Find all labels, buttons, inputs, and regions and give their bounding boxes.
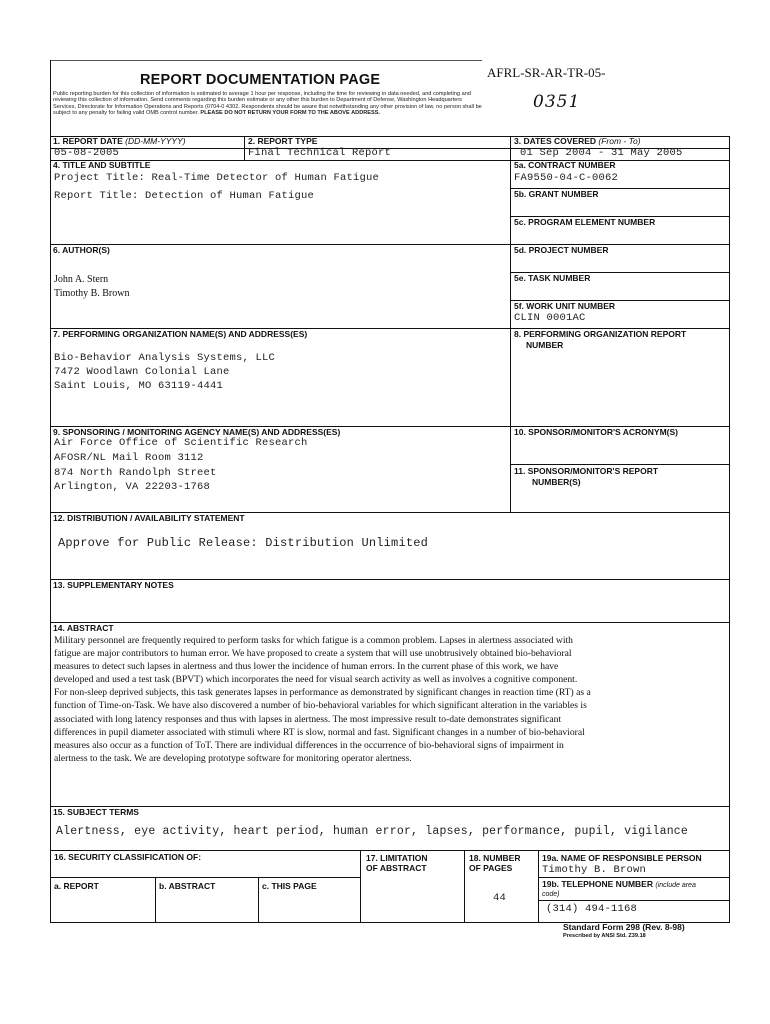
sponsoring-agency-line-4: Arlington, VA 22203-1768 bbox=[54, 481, 211, 493]
monitor-acronym-label: 10. SPONSOR/MONITOR'S ACRONYM(S) bbox=[514, 427, 679, 437]
monitor-report-label-2: NUMBER(S) bbox=[532, 477, 581, 487]
sponsoring-agency-line-2: AFOSR/NL Mail Room 3112 bbox=[54, 452, 204, 464]
report-date-label-text: 1. REPORT DATE bbox=[53, 136, 123, 146]
limitation-label-2: OF ABSTRACT bbox=[366, 863, 427, 873]
work-unit-value: CLIN 0001AC bbox=[514, 312, 586, 324]
work-unit-label: 5f. WORK UNIT NUMBER bbox=[514, 301, 616, 311]
performing-org-line-1: Bio-Behavior Analysis Systems, LLC bbox=[54, 352, 276, 364]
abstract-line: developed and used a test task (BPVT) which incorporates the need for visual search activity as well as involves a cognitive component. bbox=[54, 674, 578, 686]
report-documentation-form bbox=[50, 60, 730, 922]
dates-covered-value: 01 Sep 2004 - 31 May 2005 bbox=[520, 147, 683, 159]
authors-label: 6. AUTHOR(S) bbox=[53, 245, 110, 255]
project-title: Project Title: Real-Time Detector of Human Fatigue bbox=[54, 172, 380, 184]
standard-form-label: Standard Form 298 (Rev. 8-98) bbox=[563, 922, 685, 932]
abstract-line: differences in pupil diameter associated with stimuli where RT is slow, normal and fast. Significant changes in a number of bio-behavioral bbox=[54, 726, 585, 738]
burden-notice-caps: PLEASE DO NOT RETURN YOUR FORM TO THE ABOVE ADDRESS. bbox=[200, 110, 381, 117]
abstract-line: function of Time-on-Task. We have also discovered a number of bio-behavioral variables for which significant alteration in the variables is bbox=[54, 700, 587, 712]
telephone-label-text: 19b. TELEPHONE NUMBER bbox=[542, 879, 653, 889]
task-number-label: 5e. TASK NUMBER bbox=[514, 273, 591, 283]
dates-covered-label-text: 3. DATES COVERED bbox=[514, 136, 597, 146]
distribution-label: 12. DISTRIBUTION / AVAILABILITY STATEMENT bbox=[53, 513, 245, 523]
security-classification-label: 16. SECURITY CLASSIFICATION OF: bbox=[54, 852, 202, 862]
telephone-hint-2 bbox=[542, 888, 560, 900]
telephone-hint: (include area bbox=[655, 882, 696, 889]
sponsoring-agency-label: 9. SPONSORING / MONITORING AGENCY NAME(S) AND ADDRESS(ES) bbox=[53, 427, 341, 437]
performing-org-line-3: Saint Louis, MO 63119-4441 bbox=[54, 380, 224, 392]
subject-terms-value: Alertness, eye activity, heart period, human error, lapses, performance, pupil, vigilance bbox=[56, 825, 688, 838]
author-2: Timothy B. Brown bbox=[54, 288, 130, 299]
report-date-hint: (DD-MM-YYYY) bbox=[125, 136, 186, 146]
monitor-report-label: 11. SPONSOR/MONITOR'S REPORT bbox=[514, 466, 659, 476]
abstract-line: measures also occur as a function of ToT. There are individual differences in the occurrence of bio-behavioral signs of impairment in bbox=[54, 739, 564, 751]
security-report-label: a. REPORT bbox=[54, 881, 99, 891]
responsible-person-value: Timothy B. Brown bbox=[542, 864, 647, 876]
pages-label-2: OF PAGES bbox=[469, 863, 513, 873]
abstract-line: associated with long latency responses and thus with lapses in alertness. The most impressive result to-date demonstrates significant bbox=[54, 713, 562, 725]
pages-value: 44 bbox=[493, 892, 507, 904]
performing-org-line-2: 7472 Woodlawn Colonial Lane bbox=[54, 366, 230, 378]
author-1: John A. Stern bbox=[54, 274, 109, 285]
report-title: Report Title: Detection of Human Fatigue bbox=[54, 190, 315, 202]
abstract-line: fatigue are major contributors to human error. We have proposed to create a system that will use unobtrusively obtained bio-behavioral bbox=[54, 648, 572, 660]
performing-org-label: 7. PERFORMING ORGANIZATION NAME(S) AND ADDRESS(ES) bbox=[53, 329, 308, 339]
supplementary-label: 13. SUPPLEMENTARY NOTES bbox=[53, 580, 174, 590]
dates-covered-label bbox=[514, 136, 641, 146]
security-abstract-label: b. ABSTRACT bbox=[159, 881, 216, 891]
subject-terms-label: 15. SUBJECT TERMS bbox=[53, 807, 139, 817]
title-label: 4. TITLE AND SUBTITLE bbox=[53, 160, 151, 170]
sponsoring-agency-line-1: Air Force Office of Scientific Research bbox=[54, 437, 308, 449]
limitation-label: 17. LIMITATION bbox=[366, 853, 428, 863]
report-date-label bbox=[53, 136, 186, 146]
contract-number-value: FA9550-04-C-0062 bbox=[514, 172, 619, 184]
telephone-value: (314) 494-1168 bbox=[546, 903, 638, 915]
prescribed-by-label: Prescribed by ANSI Std. Z39.18 bbox=[563, 933, 646, 939]
responsible-person-label: 19a. NAME OF RESPONSIBLE PERSON bbox=[542, 853, 702, 863]
distribution-value: Approve for Public Release: Distribution Unlimited bbox=[58, 536, 429, 550]
abstract-line: alertness to the task. We are developing prototype software for monitoring operator alertness. bbox=[54, 752, 412, 764]
performing-report-label-2: NUMBER bbox=[526, 340, 564, 350]
handwritten-report-number: 0351 bbox=[533, 92, 581, 112]
contract-number-label: 5a. CONTRACT NUMBER bbox=[514, 160, 616, 170]
report-type-value: Final Technical Report bbox=[248, 147, 392, 159]
abstract-line: Military personnel are frequently required to perform tasks for which fatigue is a common problem. Lapses in alertness associated with bbox=[54, 635, 573, 646]
abstract-label: 14. ABSTRACT bbox=[53, 623, 114, 633]
pages-label: 18. NUMBER bbox=[469, 853, 521, 863]
telephone-label bbox=[542, 879, 696, 891]
report-date-value: 05-08-2005 bbox=[54, 147, 120, 159]
form-title: REPORT DOCUMENTATION PAGE bbox=[140, 72, 381, 88]
report-type-label: 2. REPORT TYPE bbox=[248, 136, 318, 146]
abstract-line: For non-sleep deprived subjects, this task generates lapses in performance as demonstrated by significant changes in reaction time (RT) as a bbox=[54, 687, 591, 699]
dates-covered-hint: (From - To) bbox=[598, 136, 641, 146]
sponsoring-agency-line-3: 874 North Randolph Street bbox=[54, 467, 217, 479]
telephone-hint-code: code) bbox=[542, 891, 560, 898]
burden-notice-text: Public reporting burden for this collection of information is estimated to average 1 hour per response, including the time for reviewing in data needed, and completing and reviewing this collection of information. Send comments regarding this burden estimate or any other this burden to Department of Defense, Washington Headquarters Services, Directorate for Information Operations and Reports (0704-0 4302. Respondents should be aware that notwithstanding any other provision of law, no person shall be subject to any penalty for failing valid OMB control number. bbox=[53, 91, 482, 117]
project-number-label: 5d. PROJECT NUMBER bbox=[514, 245, 609, 255]
abstract-line: measures to detect such lapses in alertness and thus lower the incidence of human errors. In the current phase of this work, we have bbox=[54, 661, 559, 673]
afrl-stamp: AFRL-SR-AR-TR-05- bbox=[487, 65, 606, 80]
grant-number-label: 5b. GRANT NUMBER bbox=[514, 189, 599, 199]
program-element-label: 5c. PROGRAM ELEMENT NUMBER bbox=[514, 217, 656, 227]
abstract-text bbox=[54, 634, 729, 765]
security-this-page-label: c. THIS PAGE bbox=[262, 881, 317, 891]
performing-report-label: 8. PERFORMING ORGANIZATION REPORT bbox=[514, 329, 687, 339]
